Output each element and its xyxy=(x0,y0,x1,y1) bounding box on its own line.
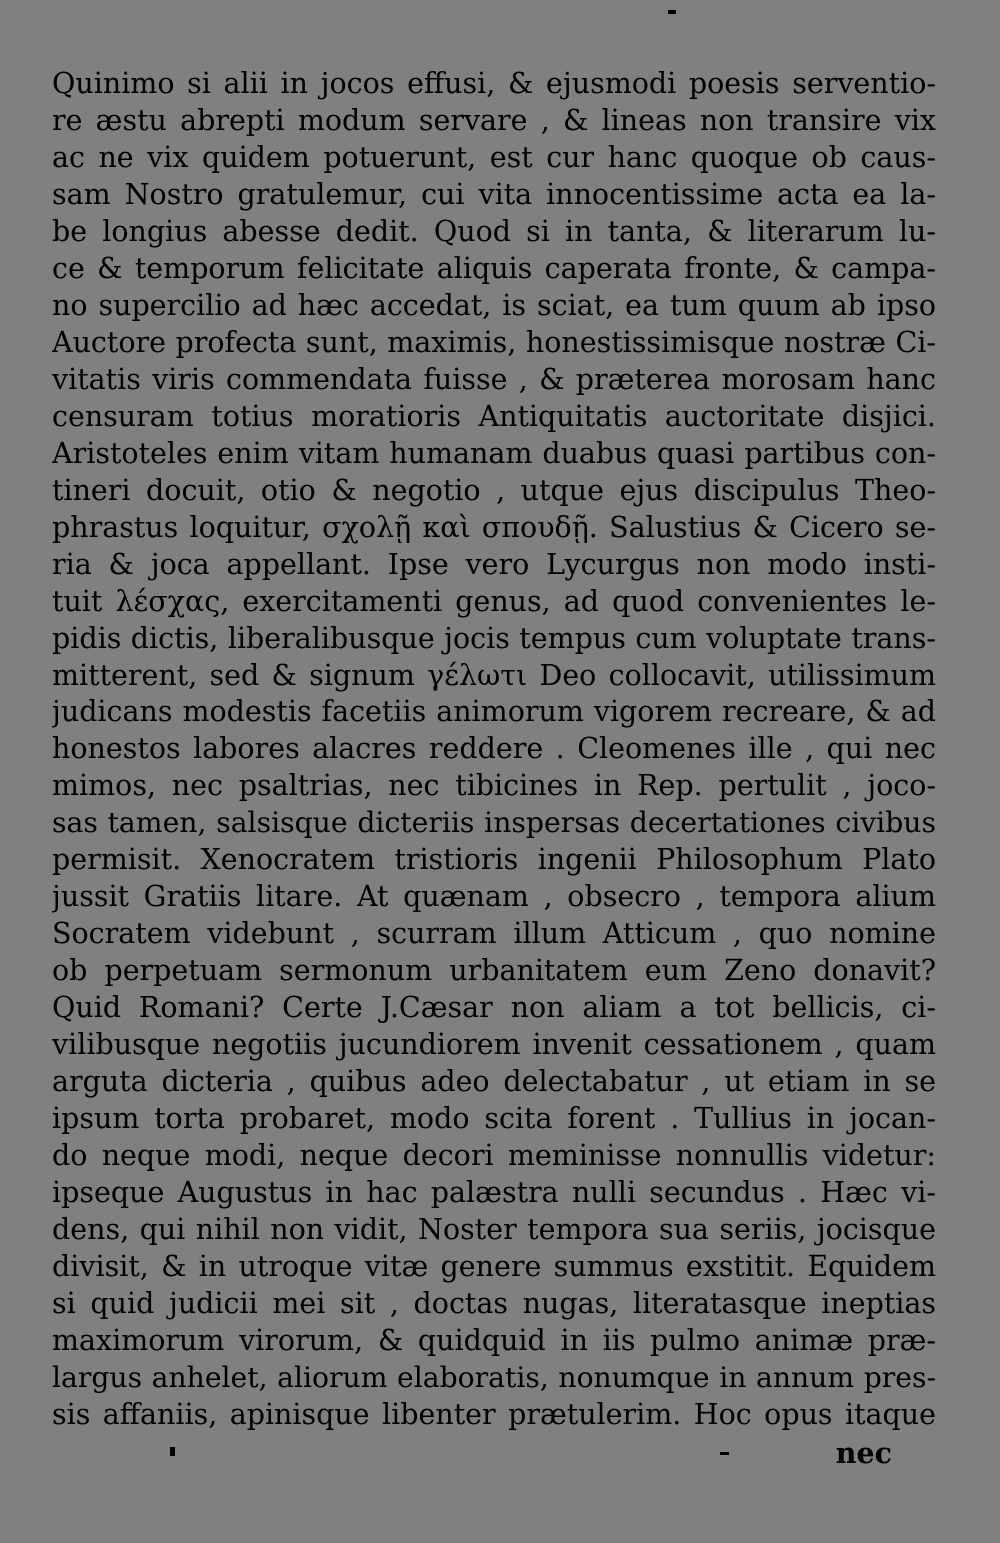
text-line: largus anhelet, aliorum elaboratis, nonumque in annum pres- xyxy=(52,1360,936,1394)
text-line: ac ne vix quidem potuerunt, est cur hanc quoque ob caus- xyxy=(52,140,936,174)
text-line: permisit. Xenocratem tristioris ingenii Philosophum Plato xyxy=(52,843,936,877)
text-line: sis affaniis, apinisque libenter prætulerim. Hoc opus itaque xyxy=(52,1397,936,1431)
text-line: vilibusque negotiis jucundiorem invenit cessationem , quam xyxy=(52,1028,936,1062)
text-line: honestos labores alacres reddere . Cleomenes ille , qui nec xyxy=(52,732,936,766)
text-line: Aristoteles enim vitam humanam duabus quasi partibus con- xyxy=(52,436,936,470)
text-line: ob perpetuam sermonum urbanitatem eum Zeno donavit? xyxy=(52,954,936,988)
top-speck xyxy=(668,10,676,14)
text-line: Quid Romani? Certe J.Cæsar non aliam a tot bellicis, ci- xyxy=(52,991,936,1025)
text-line: Socratem videbunt , scurram illum Atticum , quo nomine xyxy=(52,917,936,951)
text-line: sam Nostro gratulemur, cui vita innocentissime acta ea la- xyxy=(52,177,936,211)
text-line: divisit, & in utroque vitæ genere summus exstitit. Equidem xyxy=(52,1250,936,1283)
text-line: be longius abesse dedit. Quod si in tanta, & literarum lu- xyxy=(52,214,936,248)
text-line: ria & joca appellant. Ipse vero Lycurgus non modo insti- xyxy=(52,547,936,581)
text-line: vitatis viris commendata fuisse , & præterea morosam hanc xyxy=(52,362,936,396)
text-line: no supercilio ad hæc accedat, is sciat, ea tum quum ab ipso xyxy=(52,288,936,322)
text-line: pidis dictis, liberalibusque jocis tempus cum voluptate trans- xyxy=(52,621,936,655)
bottom-speck-right xyxy=(720,1452,729,1455)
text-line: tuit λέσχας, exercitamenti genus, ad quod convenientes le- xyxy=(52,584,936,618)
text-line: maximorum virorum, & quidquid in iis pulmo animæ præ- xyxy=(52,1323,936,1357)
text-line: dens, qui nihil non vidit, Noster tempora sua seriis, jocisque xyxy=(52,1213,936,1247)
body-text xyxy=(52,66,936,1434)
text-line: ce & temporum felicitate aliquis caperata fronte, & campa- xyxy=(52,251,936,285)
text-line: Quinimo si alii in jocos effusi, & ejusmodi poesis serventio- xyxy=(52,67,936,100)
text-line: re æstu abrepti modum servare , & lineas non transire vix xyxy=(52,103,936,137)
text-line: si quid judicii mei sit , doctas nugas, literatasque ineptias xyxy=(52,1286,936,1320)
text-line: ipseque Augustus in hac palæstra nulli secundus . Hæc vi- xyxy=(52,1176,936,1210)
text-line: phrastus loquitur, σχολῇ καὶ σπουδῇ. Salustius & Cicero se- xyxy=(52,510,936,544)
bottom-speck-left xyxy=(170,1447,175,1456)
text-line: mitterent, sed & signum γέλωτι Deo collocavit, utilissimum xyxy=(52,658,936,692)
text-line: tineri docuit, otio & negotio , utque ejus discipulus Theo- xyxy=(52,473,936,507)
text-line: ipsum torta probaret, modo scita forent . Tullius in jocan- xyxy=(52,1102,936,1136)
text-line: arguta dicteria , quibus adeo delectabatur , ut etiam in se xyxy=(52,1065,936,1099)
text-line: judicans modestis facetiis animorum vigorem recreare, & ad xyxy=(52,695,936,729)
text-line: censuram totius moratioris Antiquitatis auctoritate disjici. xyxy=(52,399,936,433)
text-line: sas tamen, salsisque dicteriis inspersas decertationes civibus xyxy=(52,806,936,840)
text-line: mimos, nec psaltrias, nec tibicines in Rep. pertulit , joco- xyxy=(52,769,936,803)
catchword: nec xyxy=(835,1436,892,1470)
text-line: do neque modi, neque decori meminisse nonnullis videtur: xyxy=(52,1139,936,1173)
text-line: Auctore profecta sunt, maximis, honestissimisque nostræ Ci- xyxy=(52,325,936,359)
text-line: jussit Gratiis litare. At quænam , obsecro , tempora alium xyxy=(52,880,936,914)
